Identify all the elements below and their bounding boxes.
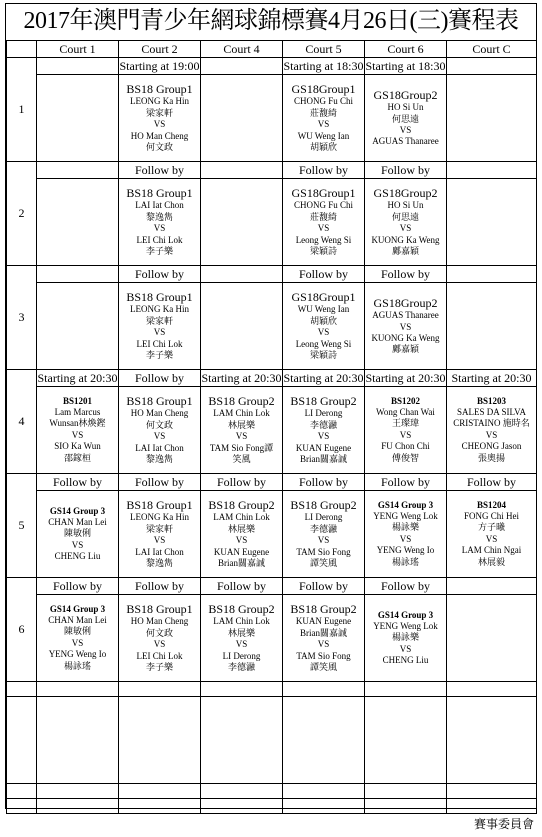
header-court-1: Court 1 — [37, 41, 119, 58]
player-name: HO Si Un — [387, 102, 424, 113]
schedule-match-row — [7, 595, 537, 682]
player-name: 譚笑風 — [309, 558, 337, 569]
match-group: BS18 Group2 — [290, 394, 357, 409]
schedule-match-row — [7, 387, 537, 474]
match-cell — [365, 387, 447, 474]
match-group: GS18Group1 — [291, 82, 356, 97]
player-name: 黎逸雋 — [145, 211, 173, 222]
player-name: 何文政 — [145, 142, 173, 153]
player-name: CRISTAINO 施時名 — [453, 418, 530, 429]
round-number: 5 — [7, 474, 37, 578]
match-cell — [201, 387, 283, 474]
empty-cell — [201, 784, 283, 799]
court-timing: Follow by — [365, 578, 447, 595]
match-group: BS18 Group1 — [126, 394, 193, 409]
court-timing: Follow by — [283, 578, 365, 595]
empty-cell — [7, 697, 37, 784]
player-name: 李子樂 — [145, 662, 173, 673]
player-name: YENG Weng Lok — [373, 510, 438, 521]
empty-cell — [447, 682, 537, 697]
empty-cell — [37, 784, 119, 799]
header-corner — [7, 41, 37, 58]
player-name: 邵鎵桓 — [63, 452, 91, 463]
player-name: HO Man Cheng — [130, 408, 189, 419]
player-name: CHONG Fu Chi — [293, 96, 353, 107]
match-group: GS18Group1 — [291, 290, 356, 305]
player-name: 楊詠瑤 — [391, 556, 419, 567]
player-name: 楊詠瑤 — [63, 660, 91, 671]
match-group: BS1202 — [390, 395, 420, 406]
court-timing — [447, 578, 537, 595]
match-group: BS18 Group1 — [126, 186, 193, 201]
player-name: Wunsan林煥鏗 — [49, 418, 106, 429]
round-number: 3 — [7, 266, 37, 370]
player-name: 林展樂 — [227, 419, 255, 430]
court-timing — [37, 162, 119, 179]
round-number: 6 — [7, 578, 37, 682]
empty-row — [7, 799, 537, 814]
player-name: CHENG Liu — [382, 654, 429, 665]
court-timing: Follow by — [447, 474, 537, 491]
match-cell — [283, 179, 365, 266]
player-name: 莊馥綺 — [309, 107, 337, 118]
player-name: 林展樂 — [227, 627, 255, 638]
header-court-5: Court 5 — [283, 41, 365, 58]
court-timing: Starting at 19:00 — [119, 59, 200, 73]
court-timing: Starting at 18:30 — [365, 59, 446, 73]
player-name: LAM Chin Ngai — [461, 545, 522, 556]
match-group: GS14 Group 3 — [49, 505, 106, 516]
schedule-match-row — [7, 75, 537, 162]
versus-label: VS — [317, 535, 330, 546]
player-name: SALES DA SILVA — [456, 406, 527, 417]
player-name: 胡穎欣 — [309, 142, 337, 153]
versus-label: VS — [485, 429, 498, 440]
match-cell — [201, 283, 283, 370]
player-name: 黎逸雋 — [145, 558, 173, 569]
match-cell — [365, 75, 447, 162]
player-name: TAM Sio Fong — [296, 650, 351, 661]
player-name: LEI Chi Lok — [136, 650, 183, 661]
match-cell — [447, 75, 537, 162]
match-group: BS1201 — [62, 395, 92, 406]
player-name: Brian關嘉誠 — [300, 454, 347, 465]
player-name: Leong Weng Si — [295, 234, 352, 245]
court-timing: Follow by — [119, 578, 201, 595]
player-name: 何文政 — [145, 627, 173, 638]
versus-label: VS — [235, 431, 248, 442]
match-cell — [201, 75, 283, 162]
empty-cell — [119, 682, 201, 697]
match-group: BS18 Group1 — [126, 290, 193, 305]
court-timing: Starting at 20:30 — [365, 371, 446, 385]
empty-row — [7, 784, 537, 799]
court-timing — [37, 58, 119, 75]
court-timing: Follow by — [283, 266, 365, 283]
match-cell — [37, 595, 119, 682]
footer-committee: 賽事委員會 — [473, 817, 534, 831]
empty-cell — [201, 799, 283, 814]
match-cell — [447, 387, 537, 474]
player-name: 黎逸雋 — [145, 454, 173, 465]
schedule-body — [7, 58, 537, 814]
empty-cell — [7, 682, 37, 697]
match-cell — [37, 387, 119, 474]
player-name: Lam Marcus — [54, 406, 101, 417]
player-name: LI Derong — [304, 512, 343, 523]
empty-cell — [7, 799, 37, 814]
match-cell — [447, 283, 537, 370]
player-name: 譚笑風 — [309, 662, 337, 673]
player-name: AGUAS Thanaree — [372, 310, 439, 321]
player-name: 李德瀜 — [309, 523, 337, 534]
player-name: CHONG Fu Chi — [293, 200, 353, 211]
versus-label: VS — [235, 639, 248, 650]
player-name: WU Weng Ian — [297, 304, 350, 315]
player-name: LI Derong — [222, 650, 261, 661]
player-name: 何思遠 — [391, 113, 419, 124]
player-name: FU Chon Chi — [381, 441, 430, 452]
player-name: 傅俊智 — [391, 452, 419, 463]
versus-label: VS — [399, 223, 412, 234]
empty-cell — [7, 784, 37, 799]
versus-label: VS — [399, 533, 412, 544]
player-name: LAM Chin Lok — [213, 616, 270, 627]
match-group: GS14 Group 3 — [377, 499, 434, 510]
schedule-match-row — [7, 179, 537, 266]
court-timing: Follow by — [37, 474, 119, 491]
player-name: KUAN Eugene — [295, 616, 352, 627]
versus-label: VS — [235, 535, 248, 546]
versus-label: VS — [153, 535, 166, 546]
round-number: 4 — [7, 370, 37, 474]
player-name: TAM Sio Fong — [296, 546, 351, 557]
player-name: 何文政 — [145, 419, 173, 430]
player-name: LAI Iat Chon — [135, 546, 184, 557]
page-title: 2017年澳門青少年網球錦標賽4月26日(三)賽程表 — [23, 8, 519, 34]
match-cell — [119, 283, 201, 370]
player-name: 林展毅 — [477, 556, 505, 567]
schedule-time-row — [7, 474, 537, 491]
player-name: CHAN Man Lei — [48, 516, 107, 527]
player-name: KUAN Eugene — [295, 442, 352, 453]
player-name: WU Weng Ian — [297, 130, 350, 141]
schedule-time-row — [7, 578, 537, 595]
empty-cell — [119, 697, 201, 784]
match-cell — [119, 491, 201, 578]
match-cell — [201, 595, 283, 682]
player-name: LEI Chi Lok — [136, 234, 183, 245]
court-timing: Follow by — [119, 474, 201, 491]
player-name: 陳敏俐 — [63, 626, 91, 637]
match-cell — [283, 387, 365, 474]
player-name: LAI Iat Chon — [135, 200, 184, 211]
court-timing — [447, 162, 537, 179]
player-name: SIO Ka Wun — [54, 441, 101, 452]
match-cell — [283, 75, 365, 162]
empty-cell — [37, 682, 119, 697]
empty-row — [7, 682, 537, 697]
court-timing: Starting at 20:30 — [283, 371, 364, 385]
empty-cell — [119, 799, 201, 814]
versus-label: VS — [71, 539, 84, 550]
player-name: HO Man Cheng — [130, 616, 189, 627]
court-timing: Starting at 20:30 — [37, 371, 118, 385]
empty-cell — [283, 697, 365, 784]
match-cell — [365, 491, 447, 578]
match-cell — [201, 491, 283, 578]
court-timing — [201, 58, 283, 75]
court-timing: Follow by — [201, 578, 283, 595]
player-name: CHEONG Jason — [461, 441, 522, 452]
empty-cell — [201, 682, 283, 697]
court-timing: Follow by — [119, 266, 201, 283]
player-name: 何思遠 — [391, 211, 419, 222]
versus-label: VS — [153, 119, 166, 130]
versus-label: VS — [317, 119, 330, 130]
match-group: BS1204 — [476, 499, 506, 510]
player-name: 李子樂 — [145, 350, 173, 361]
match-group: BS18 Group1 — [126, 498, 193, 513]
match-group: GS18Group2 — [373, 186, 438, 201]
player-name: AGUAS Thanaree — [372, 136, 439, 147]
versus-label: VS — [399, 643, 412, 654]
player-name: YENG Weng Io — [48, 649, 107, 660]
player-name: HO Man Cheng — [130, 130, 189, 141]
empty-row — [7, 697, 537, 784]
empty-cell — [365, 799, 447, 814]
court-timing: Starting at 20:30 — [201, 371, 282, 385]
player-name: LAI Iat Chon — [135, 442, 184, 453]
player-name: CHAN Man Lei — [48, 614, 107, 625]
match-group: BS18 Group2 — [208, 498, 275, 513]
round-number: 1 — [7, 58, 37, 162]
match-group: GS14 Group 3 — [49, 603, 106, 614]
versus-label: VS — [399, 429, 412, 440]
empty-cell — [447, 784, 537, 799]
court-timing: Follow by — [283, 162, 365, 179]
header-court-4: Court 4 — [201, 41, 283, 58]
empty-cell — [37, 697, 119, 784]
versus-label: VS — [317, 431, 330, 442]
court-timing: Follow by — [365, 474, 447, 491]
match-cell — [119, 179, 201, 266]
schedule-time-row — [7, 370, 537, 387]
match-cell — [119, 595, 201, 682]
court-timing: Starting at 20:30 — [447, 370, 537, 387]
player-name: YENG Weng Lok — [373, 620, 438, 631]
player-name: 楊詠樂 — [391, 632, 419, 643]
court-timing: Follow by — [119, 162, 201, 179]
court-timing — [37, 266, 119, 283]
player-name: LI Derong — [304, 408, 343, 419]
court-timing — [447, 58, 537, 75]
empty-cell — [119, 784, 201, 799]
player-name: LEI Chi Lok — [136, 338, 183, 349]
player-name: 胡穎欣 — [309, 315, 337, 326]
match-group: BS1203 — [476, 395, 506, 406]
player-name: 張奧揚 — [477, 452, 505, 463]
empty-cell — [447, 697, 537, 784]
player-name: Brian關嘉誠 — [218, 558, 265, 569]
header-court-2: Court 2 — [119, 41, 201, 58]
court-timing: Follow by — [283, 474, 365, 491]
empty-cell — [365, 682, 447, 697]
court-timing — [201, 162, 283, 179]
match-cell — [37, 75, 119, 162]
match-cell — [447, 179, 537, 266]
empty-cell — [283, 784, 365, 799]
player-name: CHENG Liu — [54, 550, 101, 561]
match-cell — [283, 595, 365, 682]
empty-cell — [37, 799, 119, 814]
header-row — [7, 41, 537, 58]
player-name: Brian關嘉誠 — [300, 627, 347, 638]
empty-cell — [365, 697, 447, 784]
versus-label: VS — [485, 533, 498, 544]
schedule-time-row — [7, 58, 537, 75]
match-cell — [119, 387, 201, 474]
player-name: LAM Chin Lok — [213, 512, 270, 523]
versus-label: VS — [317, 639, 330, 650]
match-group: BS18 Group1 — [126, 602, 193, 617]
schedule-match-row — [7, 283, 537, 370]
versus-label: VS — [153, 327, 166, 338]
match-group: GS18Group1 — [291, 186, 356, 201]
court-timing: Follow by — [119, 370, 201, 387]
court-timing: Follow by — [37, 578, 119, 595]
schedule-time-row — [7, 162, 537, 179]
match-cell — [447, 595, 537, 682]
match-cell — [283, 491, 365, 578]
match-group: BS18 Group2 — [208, 602, 275, 617]
versus-label: VS — [153, 223, 166, 234]
player-name: LEONG Ka Hin — [130, 304, 189, 315]
player-name: 鄺嘉穎 — [391, 246, 419, 257]
player-name: 梁穎詩 — [309, 350, 337, 361]
player-name: LEONG Ka Hin — [130, 96, 189, 107]
player-name: LAM Chin Lok — [213, 408, 270, 419]
court-timing: Follow by — [201, 474, 283, 491]
match-cell — [37, 283, 119, 370]
round-number: 2 — [7, 162, 37, 266]
match-group: BS18 Group1 — [126, 82, 193, 97]
court-timing: Starting at 18:30 — [283, 59, 364, 73]
versus-label: VS — [317, 327, 330, 338]
player-name: KUONG Ka Weng — [371, 234, 440, 245]
player-name: Wong Chan Wai — [376, 406, 435, 417]
versus-label: VS — [71, 429, 84, 440]
match-cell — [201, 179, 283, 266]
match-cell — [37, 491, 119, 578]
match-cell — [37, 179, 119, 266]
match-group: BS18 Group2 — [208, 394, 275, 409]
match-group: BS18 Group2 — [290, 602, 357, 617]
player-name: Leong Weng Si — [295, 338, 352, 349]
player-name: KUONG Ka Weng — [371, 333, 440, 343]
player-name: KUAN Eugene — [213, 546, 270, 557]
empty-cell — [283, 799, 365, 814]
player-name: 李德瀜 — [227, 662, 255, 673]
match-cell — [283, 283, 365, 370]
player-name: 李德瀜 — [309, 419, 337, 430]
empty-cell — [283, 682, 365, 697]
match-cell — [365, 179, 447, 266]
match-cell — [119, 75, 201, 162]
schedule-time-row — [7, 266, 537, 283]
player-name: TAM Sio Fong譚 — [209, 442, 274, 453]
player-name: 梁家軒 — [145, 107, 173, 118]
versus-label: VS — [399, 321, 412, 332]
match-group: GS18Group2 — [373, 88, 438, 103]
schedule-match-row — [7, 491, 537, 578]
player-name: 梁穎詩 — [309, 246, 337, 257]
player-name: HO Si Un — [387, 200, 424, 211]
player-name: 梁家軒 — [145, 523, 173, 534]
versus-label: VS — [317, 223, 330, 234]
versus-label: VS — [153, 431, 166, 442]
versus-label: VS — [71, 637, 84, 648]
court-timing: Follow by — [365, 266, 447, 283]
player-name: 林展樂 — [227, 523, 255, 534]
court-timing — [447, 266, 537, 283]
match-group: BS18 Group2 — [290, 498, 357, 513]
player-name: 莊馥綺 — [309, 211, 337, 222]
player-name: 李子樂 — [145, 246, 173, 257]
versus-label: VS — [399, 125, 412, 135]
player-name: LEONG Ka Hin — [130, 512, 189, 523]
player-name: 鄺嘉穎 — [391, 344, 419, 355]
match-cell — [365, 283, 447, 370]
empty-cell — [365, 784, 447, 799]
player-name: 楊詠樂 — [391, 522, 419, 533]
player-name: 笑風 — [232, 454, 251, 465]
match-group: GS18Group2 — [373, 296, 438, 311]
empty-cell — [447, 799, 537, 814]
player-name: 梁家軒 — [145, 315, 173, 326]
match-cell — [365, 595, 447, 682]
player-name: 王璨瑋 — [391, 418, 419, 429]
player-name: YENG Weng Io — [376, 545, 435, 556]
court-timing: Follow by — [365, 162, 447, 179]
player-name: 方子曦 — [477, 522, 505, 533]
match-group: GS14 Group 3 — [377, 609, 434, 620]
match-cell — [447, 491, 537, 578]
versus-label: VS — [153, 639, 166, 650]
header-court-c: Court C — [447, 41, 537, 58]
player-name: FONG Chi Hei — [463, 510, 519, 521]
header-court-6: Court 6 — [365, 41, 447, 58]
schedule-table — [6, 40, 537, 814]
player-name: 陳敏俐 — [63, 528, 91, 539]
court-timing — [201, 266, 283, 283]
empty-cell — [201, 697, 283, 784]
